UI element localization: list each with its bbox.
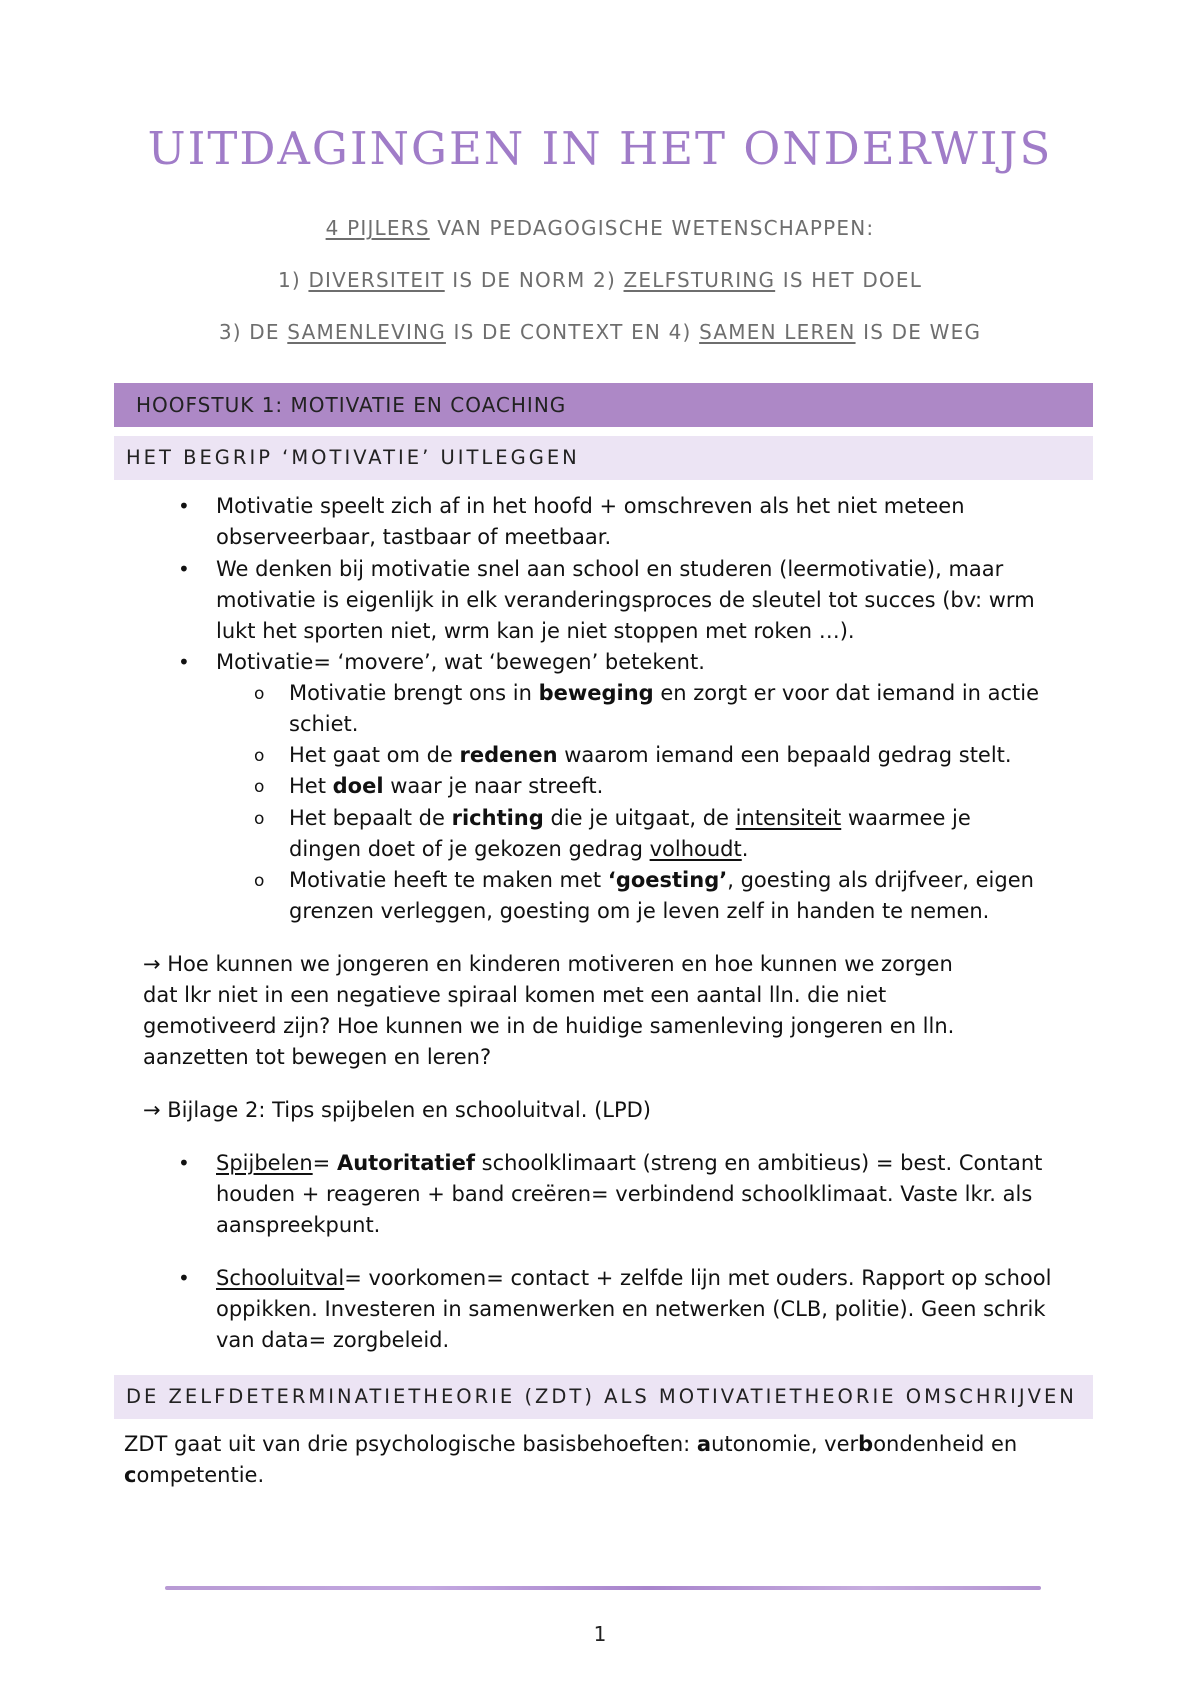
body-text: dat lkr niet in een negatieve spiraal komen met een aantal lln. die niet	[143, 983, 887, 1007]
pillars-underline: DIVERSITEIT	[308, 268, 445, 292]
body-text: Schooluitval= voorkomen= contact + zelfde lijn met ouders. Rapport op school	[216, 1266, 1052, 1290]
sub-bullet-icon: o	[254, 809, 265, 829]
pillars-underline: 4 PIJLERS	[325, 216, 430, 240]
pillars-text: VAN PEDAGOGISCHE WETENSCHAPPEN:	[429, 216, 875, 240]
pillars-line-2	[0, 268, 1200, 292]
body-text: aanspreekpunt.	[216, 1213, 381, 1237]
pillars-line-3	[0, 320, 1200, 344]
body-text: dingen doet of je gekozen gedrag volhoudt.	[289, 837, 749, 861]
body-text: gemotiveerd zijn? Hoe kunnen we in de huidige samenleving jongeren en lln.	[143, 1014, 955, 1038]
section-heading-zdt: DE ZELFDETERMINATIETHEORIE (ZDT) ALS MOTIVATIETHEORIE OMSCHRIJVEN	[114, 1375, 1093, 1419]
bullet-icon: •	[178, 494, 190, 518]
sub-bullet-icon: o	[254, 871, 265, 891]
body-text: competentie.	[124, 1463, 265, 1487]
pillars-underline: SAMENLEVING	[287, 320, 446, 344]
body-text: → Bijlage 2: Tips spijbelen en schooluitval. (LPD)	[143, 1098, 651, 1122]
body-text: lukt het sporten niet, wrm kan je niet stoppen met roken …).	[216, 619, 855, 643]
body-text: schiet.	[289, 712, 359, 736]
body-text: observeerbaar, tastbaar of meetbaar.	[216, 525, 612, 549]
body-text: Motivatie speelt zich af in het hoofd + omschreven als het niet meteen	[216, 494, 965, 518]
body-text: Motivatie brengt ons in beweging en zorgt er voor dat iemand in actie	[289, 681, 1040, 705]
body-text: Motivatie heeft te maken met ‘goesting’, goesting als drijfveer, eigen	[289, 868, 1034, 892]
body-text: aanzetten tot bewegen en leren?	[143, 1045, 492, 1069]
document-title: UITDAGINGEN IN HET ONDERWIJS	[147, 122, 1053, 175]
body-text: → Hoe kunnen we jongeren en kinderen motiveren en hoe kunnen we zorgen	[143, 952, 953, 976]
pillars-underline: ZELFSTURING	[623, 268, 776, 292]
sub-bullet-icon: o	[254, 777, 265, 797]
body-text: motivatie is eigenlijk in elk veranderingsproces de sleutel tot succes (bv: wrm	[216, 588, 1035, 612]
pillars-text: 3) DE	[218, 320, 288, 344]
pillars-text: IS HET DOEL	[775, 268, 923, 292]
pillars-text: IS DE CONTEXT EN 4)	[445, 320, 700, 344]
page-number: 1	[593, 1622, 607, 1646]
section-heading-motivatie: HET BEGRIP ‘MOTIVATIE’ UITLEGGEN	[114, 436, 1093, 480]
body-text: oppikken. Investeren in samenwerken en netwerken (CLB, politie). Geen schrik	[216, 1297, 1046, 1321]
body-text: Het bepaalt de richting die je uitgaat, de intensiteit waarmee je	[289, 806, 971, 830]
bullet-icon: •	[178, 650, 190, 674]
body-text: Het doel waar je naar streeft.	[289, 774, 604, 798]
bullet-icon: •	[178, 1151, 190, 1175]
pillars-underline: SAMEN LEREN	[699, 320, 856, 344]
sub-bullet-icon: o	[254, 684, 265, 704]
body-text: Het gaat om de redenen waarom iemand een bepaald gedrag stelt.	[289, 743, 1012, 767]
footer-divider	[165, 1586, 1041, 1590]
pillars-line-1	[0, 216, 1200, 240]
body-text: Motivatie= ‘movere’, wat ‘bewegen’ betekent.	[216, 650, 705, 674]
body-text: Spijbelen= Autoritatief schoolklimaart (streng en ambitieus) = best. Contant	[216, 1151, 1043, 1175]
pillars-text: IS DE NORM 2)	[444, 268, 624, 292]
bullet-icon: •	[178, 1266, 190, 1290]
bullet-icon: •	[178, 557, 190, 581]
body-text: ZDT gaat uit van drie psychologische basisbehoeften: autonomie, verbondenheid en	[124, 1432, 1018, 1456]
body-text: We denken bij motivatie snel aan school en studeren (leermotivatie), maar	[216, 557, 1004, 581]
body-text: grenzen verleggen, goesting om je leven zelf in handen te nemen.	[289, 899, 990, 923]
pillars-text: IS DE WEG	[855, 320, 982, 344]
body-text: van data= zorgbeleid.	[216, 1328, 450, 1352]
sub-bullet-icon: o	[254, 746, 265, 766]
pillars-text: 1)	[277, 268, 309, 292]
body-text: houden + reageren + band creëren= verbindend schoolklimaat. Vaste lkr. als	[216, 1182, 1033, 1206]
chapter-heading: HOOFSTUK 1: MOTIVATIE EN COACHING	[114, 383, 1093, 427]
